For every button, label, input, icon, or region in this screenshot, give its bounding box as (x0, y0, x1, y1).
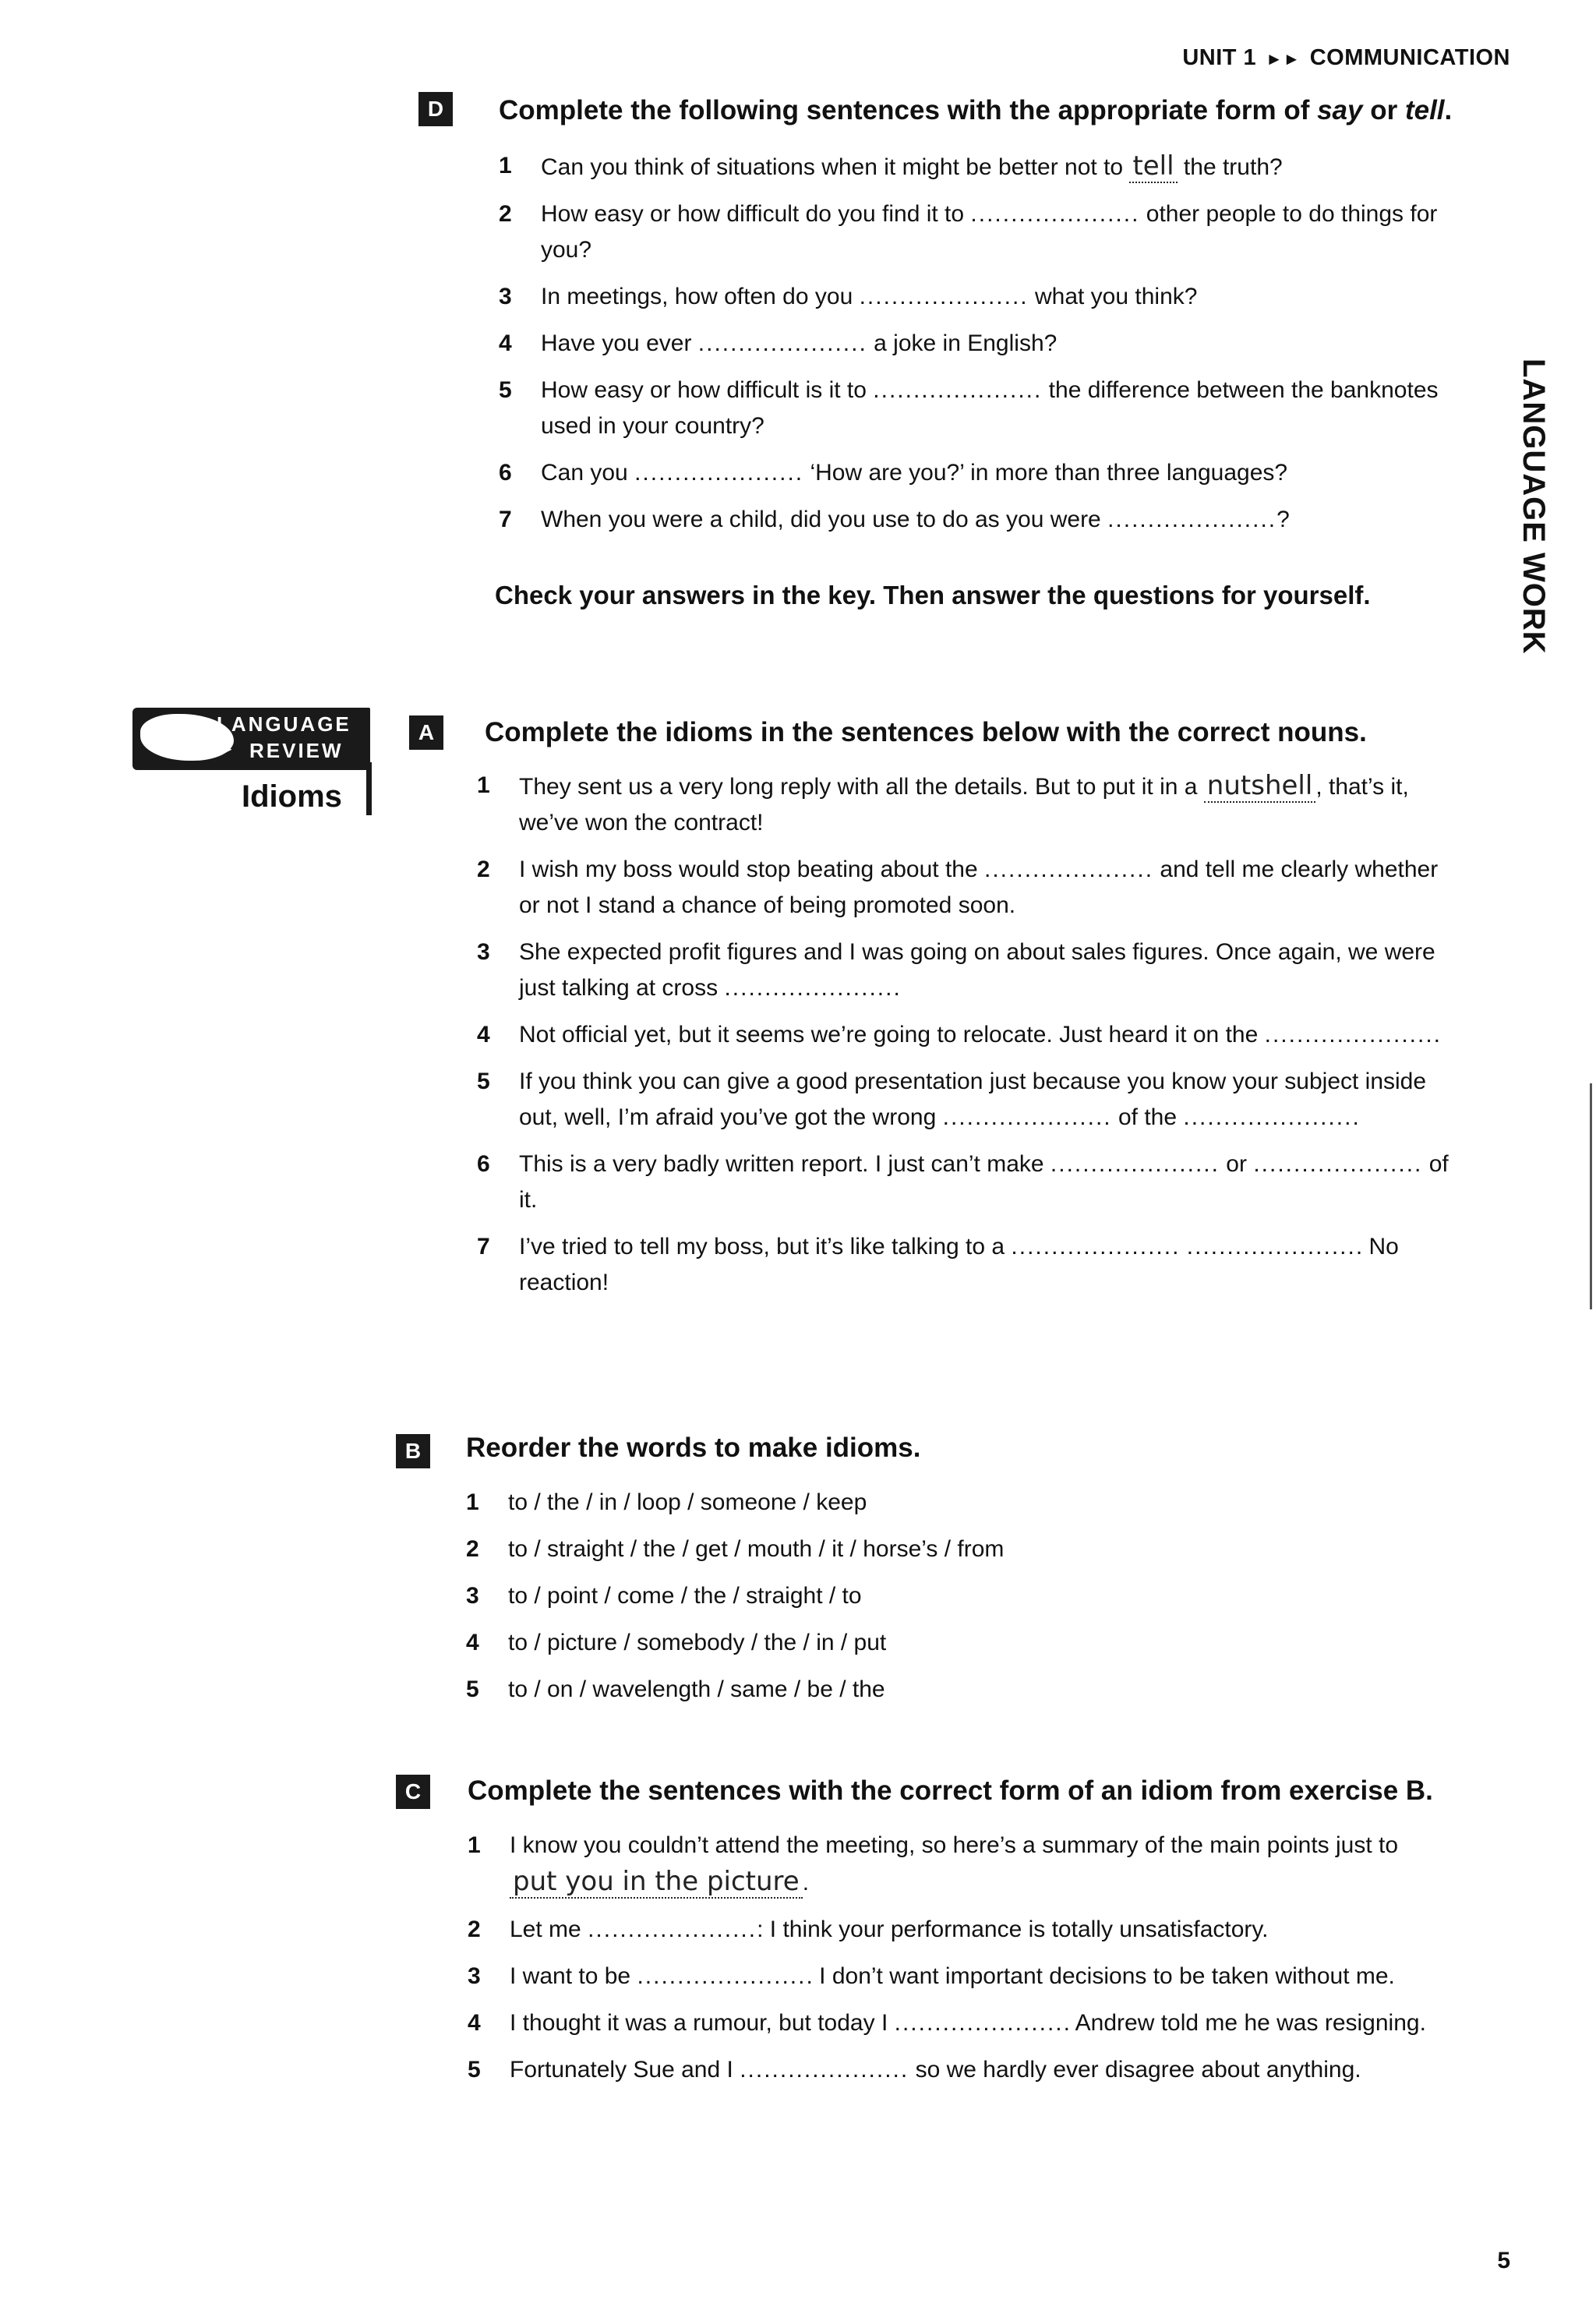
answer-blank[interactable]: ..................... (697, 330, 867, 356)
exercise-c-badge: C (396, 1775, 430, 1809)
item-text-tail: of it. (519, 1151, 1449, 1213)
item-text-end: a joke in English? (867, 330, 1058, 356)
item-text: to / straight / the / get / mouth / it / horse’s / from (508, 1536, 1005, 1562)
answer-blank[interactable]: ..................... (1264, 1022, 1434, 1048)
item-text-start: When you were a child, did you use to do as you were (541, 507, 1108, 532)
item-text-end: , that’s it, we’ve won the contract! (519, 774, 1409, 836)
item-text-end: ? (1276, 507, 1290, 532)
exercise-item (466, 1485, 1440, 1521)
exercise-d-list (499, 148, 1457, 549)
item-number: 3 (477, 939, 490, 965)
exercise-c-list (468, 1828, 1449, 2099)
answer-blank-2[interactable]: ..................... (1183, 1104, 1353, 1130)
exercise-c-heading: Complete the sentences with the correct form of an idiom from exercise B. (468, 1775, 1433, 1806)
item-text-start: How easy or how difficult is it to (541, 377, 874, 403)
answer-blank[interactable]: ..................... (984, 857, 1154, 882)
answer-blank[interactable]: ..................... (859, 284, 1029, 309)
exercise-item (466, 1578, 1440, 1614)
item-number: 6 (477, 1151, 490, 1177)
item-number: 2 (499, 201, 512, 227)
answer-blank[interactable]: ..................... (634, 460, 804, 486)
exercise-item (466, 1625, 1440, 1661)
item-text-start: Not official yet, but it seems we’re going to relocate. Just heard it on the (519, 1022, 1265, 1048)
item-text-start: Let me (510, 1917, 588, 1942)
handwritten-answer: tell (1129, 150, 1177, 183)
answer-blank[interactable]: ..................... (1050, 1151, 1220, 1177)
item-number: 5 (499, 377, 512, 403)
exercise-item (468, 1959, 1449, 1994)
item-number: 2 (477, 857, 490, 882)
item-text: to / picture / somebody / the / in / put (508, 1630, 887, 1655)
exercise-d-footnote: Check your answers in the key. Then answer the questions for yourself. (495, 581, 1371, 609)
item-text-start: This is a very badly written report. I just can’t make (519, 1151, 1050, 1177)
edge-marker (1590, 1083, 1592, 1309)
item-text-start: Can you think of situations when it might be better not to (541, 154, 1130, 180)
item-text-end: . I don’t want important decisions to be taken without me. (806, 1963, 1395, 1989)
item-number: 1 (466, 1489, 479, 1515)
answer-blank[interactable]: ..................... (894, 2010, 1064, 2036)
item-number: 4 (468, 2010, 481, 2036)
exercise-item (477, 1229, 1451, 1301)
exercise-item (499, 326, 1457, 362)
item-text-start: How easy or how difficult do you find it to (541, 201, 971, 227)
item-text: to / on / wavelength / same / be / the (508, 1676, 885, 1702)
exercise-b-badge: B (396, 1434, 430, 1468)
item-text-start: I thought it was a rumour, but today I (510, 2010, 895, 2036)
item-text-end: other people to do things for you? (541, 201, 1438, 263)
item-text-start: I’ve tried to tell my boss, but it’s like talking to a (519, 1234, 1012, 1259)
item-text-start: Fortunately Sue and I (510, 2057, 740, 2083)
exercise-item (477, 1064, 1451, 1136)
side-tab (1512, 359, 1559, 655)
item-number: 3 (466, 1583, 479, 1609)
answer-blank-2[interactable]: ..................... (1186, 1234, 1356, 1259)
exercise-item (466, 1532, 1440, 1567)
review-bar (366, 762, 372, 815)
item-text-end: the truth? (1177, 154, 1283, 180)
review-label-1: LANGUAGE (217, 712, 351, 736)
language-review-box (132, 708, 374, 817)
answer-blank[interactable]: ..................... (740, 2057, 909, 2083)
review-label-2: REVIEW (249, 739, 344, 762)
answer-blank[interactable]: ..................... (1011, 1234, 1181, 1259)
answer-blank[interactable]: ..................... (724, 975, 894, 1001)
item-number: 3 (468, 1963, 481, 1989)
unit-label: UNIT 1 (1182, 45, 1257, 70)
arrow-icon: ► (218, 739, 235, 758)
item-number: 2 (468, 1917, 481, 1942)
item-number: 7 (477, 1234, 490, 1259)
exercise-item (477, 1146, 1451, 1218)
exercise-item (499, 455, 1457, 491)
answer-blank[interactable]: ..................... (873, 377, 1043, 403)
item-number: 4 (477, 1022, 490, 1048)
item-text-tail: . No reaction! (519, 1234, 1399, 1295)
exercise-item (466, 1672, 1440, 1708)
item-number: 5 (466, 1676, 479, 1702)
exercise-item (499, 196, 1457, 268)
item-text-end: the difference between the banknotes used in your country? (541, 377, 1439, 439)
exercise-d-badge: D (418, 92, 453, 126)
item-number: 1 (468, 1832, 481, 1858)
item-text-start: I want to be (510, 1963, 637, 1989)
exercise-item (468, 1828, 1449, 1901)
exercise-item (468, 2005, 1449, 2041)
item-number: 1 (499, 153, 512, 178)
answer-blank[interactable]: ..................... (588, 1917, 757, 1942)
exercise-item (468, 1912, 1449, 1948)
item-number: 5 (477, 1069, 490, 1094)
exercise-a-list (477, 768, 1451, 1312)
item-text-end: . (1433, 1022, 1441, 1048)
item-number: 2 (466, 1536, 479, 1562)
item-text-start: I know you couldn’t attend the meeting, so here’s a summary of the main points just to (510, 1832, 1399, 1858)
item-number: 1 (477, 772, 490, 798)
item-text-start: Can you (541, 460, 635, 486)
unit-title: COMMUNICATION (1309, 45, 1510, 70)
exercise-d-heading: Complete the following sentences with the appropriate form of say or tell. (499, 95, 1453, 125)
exercise-a-badge: A (409, 715, 443, 750)
exercise-item (477, 768, 1451, 841)
item-text-start: If you think you can give a good presentation just because you know your subject inside out, well, I’m afraid you’ve got the wrong (519, 1069, 1427, 1130)
item-text-start: Have you ever (541, 330, 698, 356)
item-number: 6 (499, 460, 512, 486)
item-text-end: . Andrew told me he was resigning. (1063, 2010, 1426, 2036)
answer-blank[interactable]: ..................... (970, 201, 1140, 227)
item-text-start: She expected profit figures and I was going on about sales figures. Once again, we were just talking at cross (519, 939, 1435, 1001)
exercise-item (477, 1017, 1451, 1053)
item-text-start: In meetings, how often do you (541, 284, 860, 309)
exercise-item (477, 934, 1451, 1006)
running-header (1182, 45, 1510, 71)
exercise-item (477, 852, 1451, 924)
item-text-start: They sent us a very long reply with all the details. But to put it in a (519, 774, 1204, 800)
item-number: 3 (499, 284, 512, 309)
exercise-item (468, 2052, 1449, 2088)
item-text-end (1180, 1234, 1186, 1259)
item-text-end: or (1219, 1151, 1254, 1177)
exercise-a-heading: Complete the idioms in the sentences below with the correct nouns. (485, 717, 1367, 747)
item-text-end: ‘How are you?’ in more than three languages? (803, 460, 1288, 486)
exercise-b-heading: Reorder the words to make idioms. (466, 1433, 921, 1463)
handwritten-answer: put you in the picture (510, 1866, 803, 1899)
item-text-end: what you think? (1028, 284, 1198, 309)
item-text-end: and tell me clearly whether or not I stand a chance of being promoted soon. (519, 857, 1439, 918)
exercise-item (499, 279, 1457, 315)
item-number: 4 (499, 330, 512, 356)
exercise-item (499, 373, 1457, 444)
answer-blank-2[interactable]: ..................... (1253, 1151, 1423, 1177)
exercise-b-list (466, 1485, 1440, 1719)
exercise-item (499, 148, 1457, 185)
item-text-end: of the (1111, 1104, 1184, 1130)
answer-blank[interactable]: ..................... (637, 1963, 807, 1989)
exercise-item (499, 502, 1457, 538)
item-number: 7 (499, 507, 512, 532)
item-text-end: . (802, 1870, 810, 1895)
answer-blank[interactable]: ..................... (942, 1104, 1112, 1130)
arrows-icon: ►► (1266, 49, 1301, 69)
item-text-tail: . (1352, 1104, 1359, 1130)
item-text: to / the / in / loop / someone / keep (508, 1489, 867, 1515)
item-number: 5 (468, 2057, 481, 2083)
page-number: 5 (1497, 2248, 1510, 2273)
item-text-end: so we hardly ever disagree about anything. (909, 2057, 1361, 2083)
item-text-end: . (893, 975, 900, 1001)
side-tab-label: LANGUAGE WORK (1517, 359, 1551, 655)
item-text-start: I wish my boss would stop beating about the (519, 857, 985, 882)
item-number: 4 (466, 1630, 479, 1655)
item-text-end: : I think your performance is totally unsatisfactory. (757, 1917, 1269, 1942)
review-topic: Idioms (242, 779, 342, 814)
answer-blank[interactable]: ..................... (1107, 507, 1277, 532)
item-text: to / point / come / the / straight / to (508, 1583, 862, 1609)
handwritten-answer: nutshell (1204, 770, 1316, 803)
